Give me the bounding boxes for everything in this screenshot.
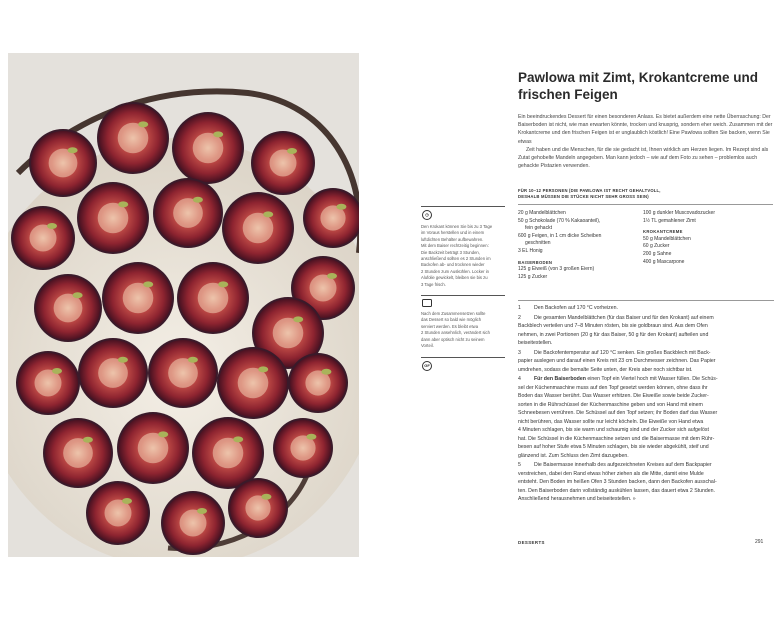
pistachio-piece <box>233 436 243 442</box>
method-steps <box>518 300 774 505</box>
pistachio-piece <box>321 369 331 375</box>
sidenote-line: Die Backzeit beträgt 3 Stunden, <box>421 249 480 255</box>
step-number: 3 <box>518 349 521 356</box>
clock-icon: ◷ <box>422 210 432 220</box>
intro-paragraph <box>518 113 773 146</box>
section-label: DESSERTS <box>518 540 545 545</box>
step-line: sel der Küchenmaschine muss auf den Topf gesetzt werden können, ohne dass ihr <box>518 384 708 391</box>
pistachio-piece <box>118 201 128 207</box>
ingredient-subheading: BAISERBODEN <box>518 259 553 265</box>
pistachio-piece <box>73 292 83 298</box>
sidenote-line: 2 Stunden zum Auskühlen. Locker in <box>421 268 489 274</box>
intro-line: Zeit haben und die Menschen, für die sie gedacht ist, Ihnen wirklich am Herzen liegen. <box>526 146 725 153</box>
step-line: Backblech verteilen und 7–8 Minuten rösten, bis sie goldbraun sind. Aus dem Ofen <box>518 323 708 329</box>
sidenote-text <box>421 224 505 288</box>
recipe-intro <box>518 113 773 170</box>
serving-header-line: FÜR 10–12 PERSONEN (DIE PAWLOWA IST RECHT GEHALTVOLL, <box>518 188 661 193</box>
sidenote-serving <box>421 299 505 349</box>
pistachio-piece <box>52 368 62 374</box>
ingredient-item: 1½ TL gemahlener Zimt <box>643 217 696 224</box>
pistachio-piece <box>258 366 268 372</box>
intro-line: Feigen ist er unglaublich köstlich! Eine Pawlowa sollten Sie backen, wenn Sie etwas <box>518 130 770 145</box>
ingredient-item: 50 g Schokolade (70 % Kakaoanteil), <box>518 217 601 224</box>
step-line: besen auf hoher Stufe etwa 5 Minuten schlagen, bis sie wieder abgekühlt, steif und <box>518 444 709 450</box>
method-step <box>518 304 774 313</box>
ingredient-item: 20 g Mandelblättchen <box>518 210 566 216</box>
sidenote-line: dann aber optisch nicht zu seinem <box>421 336 485 342</box>
step-line: 3 Die Backofentemperatur auf 120 °C senken. Ein großes Backblech mit Back- <box>518 349 711 356</box>
step-line: 1 Den Backofen auf 170 °C vorheizen. <box>518 305 618 311</box>
intro-line: auf dem Foto zu sehen – problemlos auch gehackte Pistazien verwenden. <box>518 155 758 170</box>
ingredient-item: 200 g Sahne <box>643 250 672 257</box>
pistachio-piece <box>158 431 168 437</box>
step-line: Schneebesen verrühren. Die Schüssel auf den Topf setzen; ihr Boden darf das Wasser <box>518 410 718 416</box>
step-lead: Für den Baiserboden <box>534 376 586 382</box>
pistachio-piece <box>263 211 273 217</box>
ingredient-item: 3 EL Honig <box>518 247 543 254</box>
step-line: ten. Den Baiserboden darin vollständig auskühlen lassen, das dauert etwa 2 Stunden. <box>518 487 715 494</box>
step-number: 4 <box>518 376 521 382</box>
pistachio-piece <box>47 223 57 229</box>
intro-line: Im Rezept sind als Zutat gehobelte Mandeln angegeben. Man kann jedoch – wie <box>518 146 769 162</box>
method-step <box>518 375 774 460</box>
sidenote-line: Nach dem Zusammensetzen sollte <box>421 311 486 317</box>
pistachio-piece <box>213 131 223 137</box>
ingredient-item: 125 g Eiweiß (von 3 großen Eiern) <box>518 266 595 273</box>
sidenote-line: 2 Stunden ansehnlich, verändert sich <box>421 330 490 336</box>
step-line: nehmen, in zwei Portionen (20 g für das Baiser, 50 g für den Krokant) aufteilen und <box>518 331 709 338</box>
sidenote-line: Vorteil. <box>421 343 434 349</box>
step-number: 5 <box>518 462 521 468</box>
intro-paragraph <box>518 146 773 171</box>
divider <box>421 357 505 358</box>
intro-line: nette Überraschung: Der Baiserboden ist nicht, wie man erwarten könnte, trocken <box>518 114 771 129</box>
step-line: Boden das Wasser berührt. Das Wasser erhitzen. Die Eiweiße sowie beide Zucker- <box>518 393 709 399</box>
sidenote-line: 3 Tage frisch. <box>421 281 446 287</box>
dessert-photo <box>8 53 359 557</box>
sidenote-timing <box>421 210 505 288</box>
divider <box>421 295 505 296</box>
sidenote-line: Den Krokant können Sie bis zu 3 Tage <box>421 224 493 229</box>
gluten-free-badge-icon: GF <box>422 361 432 371</box>
ingredient-item: geschnitten <box>525 240 551 247</box>
pistachio-piece <box>138 121 148 127</box>
ingredient-item: 60 g Zucker <box>643 243 670 250</box>
sidenotes <box>421 206 505 375</box>
step-line: verstreichen, dabei den Rand etwas höher ziehen als die Mitte, damit eine Mulde <box>518 470 704 477</box>
pistachio-piece <box>293 316 303 322</box>
ingredient-item: 400 g Mascarpone <box>643 258 685 265</box>
step-line: glänzend ist. Zum Schluss den Zimt dazugeben. <box>518 452 629 459</box>
pistachio-piece <box>193 197 203 203</box>
sidenote-line: serviert werden. Es bleibt etwa <box>421 323 479 329</box>
pistachio-piece <box>68 147 78 153</box>
pistachio-piece <box>188 357 198 363</box>
pistachio-piece <box>336 204 346 210</box>
intro-line: Ein beeindruckendes Dessert für einen besonderen Anlass. Es bietet außerdem eine <box>518 114 713 120</box>
pistachio-piece <box>287 148 297 154</box>
pistachio-piece <box>218 281 228 287</box>
ingredients-right-column <box>643 210 773 266</box>
ingredient-item: 600 g Feigen, in 1 cm dicke Scheiben <box>518 232 602 239</box>
sidenote-line: Alufolie gewickelt, bleiben sie bis zu <box>421 275 488 281</box>
pistachio-piece <box>261 494 271 500</box>
intro-line: und knusprig, sondern eher weich. Zusammen mit der Krokantcreme und den frischen <box>518 122 773 137</box>
step-line: 5 Die Baisermasse innerhalb des aufgezeichneten Kreises auf dem Backpapier <box>518 462 712 468</box>
ingredient-item: fein gehackt <box>525 225 552 232</box>
ingredient-subheading: KROKANTCREME <box>643 229 683 235</box>
method-step <box>518 314 774 348</box>
sidenote-line: im Voraus herstellen und in einem <box>421 230 485 236</box>
pistachio-piece <box>118 357 128 363</box>
step-line: sorten in die Rührschüssel der Küchenmaschine geben und von Hand mit einem <box>518 401 703 408</box>
pistachio-piece <box>143 281 153 287</box>
container-icon <box>422 299 432 307</box>
step-line: beiseitestellen. <box>518 340 553 346</box>
pistachio-piece <box>197 508 207 514</box>
pistachio-piece <box>83 437 93 443</box>
sidenote-line: Mit dem Baiser rechtzeitig beginnen: <box>421 243 489 249</box>
ingredients-left-column <box>518 210 638 281</box>
ingredient-item: 100 g dunkler Muscovadozucker <box>643 210 715 216</box>
step-line: nicht berühren, das Wasser sollte nur leicht köcheln. Die Eiweiße von Hand etwa <box>518 418 704 425</box>
step-line: hat. Die Schüssel in die Küchenmaschine setzen und die Baisermasse mit dem Rühr- <box>518 435 715 442</box>
step-line: umdrehen, sodass die bemalte Seite unten, der Kreis aber noch sichtbar ist. <box>518 366 693 373</box>
ingredient-item: 50 g Mandelblättchen <box>643 235 691 242</box>
divider <box>421 206 505 207</box>
sidenote-line: anschließend sollten es 2 Stunden im <box>421 256 491 262</box>
method-step <box>518 349 774 375</box>
sidenote-text <box>421 311 505 349</box>
recipe-title: Pawlowa mit Zimt, Krokantcreme und frischen Feigen <box>518 70 759 102</box>
step-line: Anschließend herausnehmen und beiseitestellen. » <box>518 496 636 502</box>
pistachio-piece <box>306 434 316 440</box>
sidenote-line: luftdichten Behälter aufbewahren. <box>421 236 484 242</box>
step-line: 4 Minuten schlagen, bis sie warm und schaumig sind und der Zucker sich aufgelöst <box>518 427 709 433</box>
step-line: 4 Für den Baiserboden einen Topf ein Viertel hoch mit Wasser füllen. Die Schüs- <box>518 376 718 382</box>
step-line: 2 Die gesamten Mandelblättchen (für das Baiser und für den Krokant) auf einem <box>518 314 714 321</box>
step-line: papier auslegen und darauf einen Kreis mit 23 cm Durchmesser zeichnen. Das Papier <box>518 358 716 364</box>
page-number: 291 <box>755 539 764 545</box>
sidenote-line: Backofen ab- und trocknen wieder <box>421 262 485 268</box>
serving-header-line: DESHALB MÜSSEN DIE STÜCKE NICHT SEHR GROSS SEIN) <box>518 194 649 200</box>
serving-header <box>518 188 773 205</box>
method-step <box>518 461 774 504</box>
sidenote-line: das Dessert so bald wie möglich <box>421 317 482 323</box>
ingredient-item: 125 g Zucker <box>518 273 548 280</box>
step-number: 1 <box>518 305 521 311</box>
pistachio-piece <box>327 273 337 279</box>
step-line: entsteht. Den Boden im heißen Ofen 3 Stunden backen, dann den Backofen ausschal- <box>518 479 717 485</box>
step-number: 2 <box>518 314 521 321</box>
pavlova-figs-illustration <box>8 53 359 557</box>
pistachio-piece <box>122 498 132 504</box>
